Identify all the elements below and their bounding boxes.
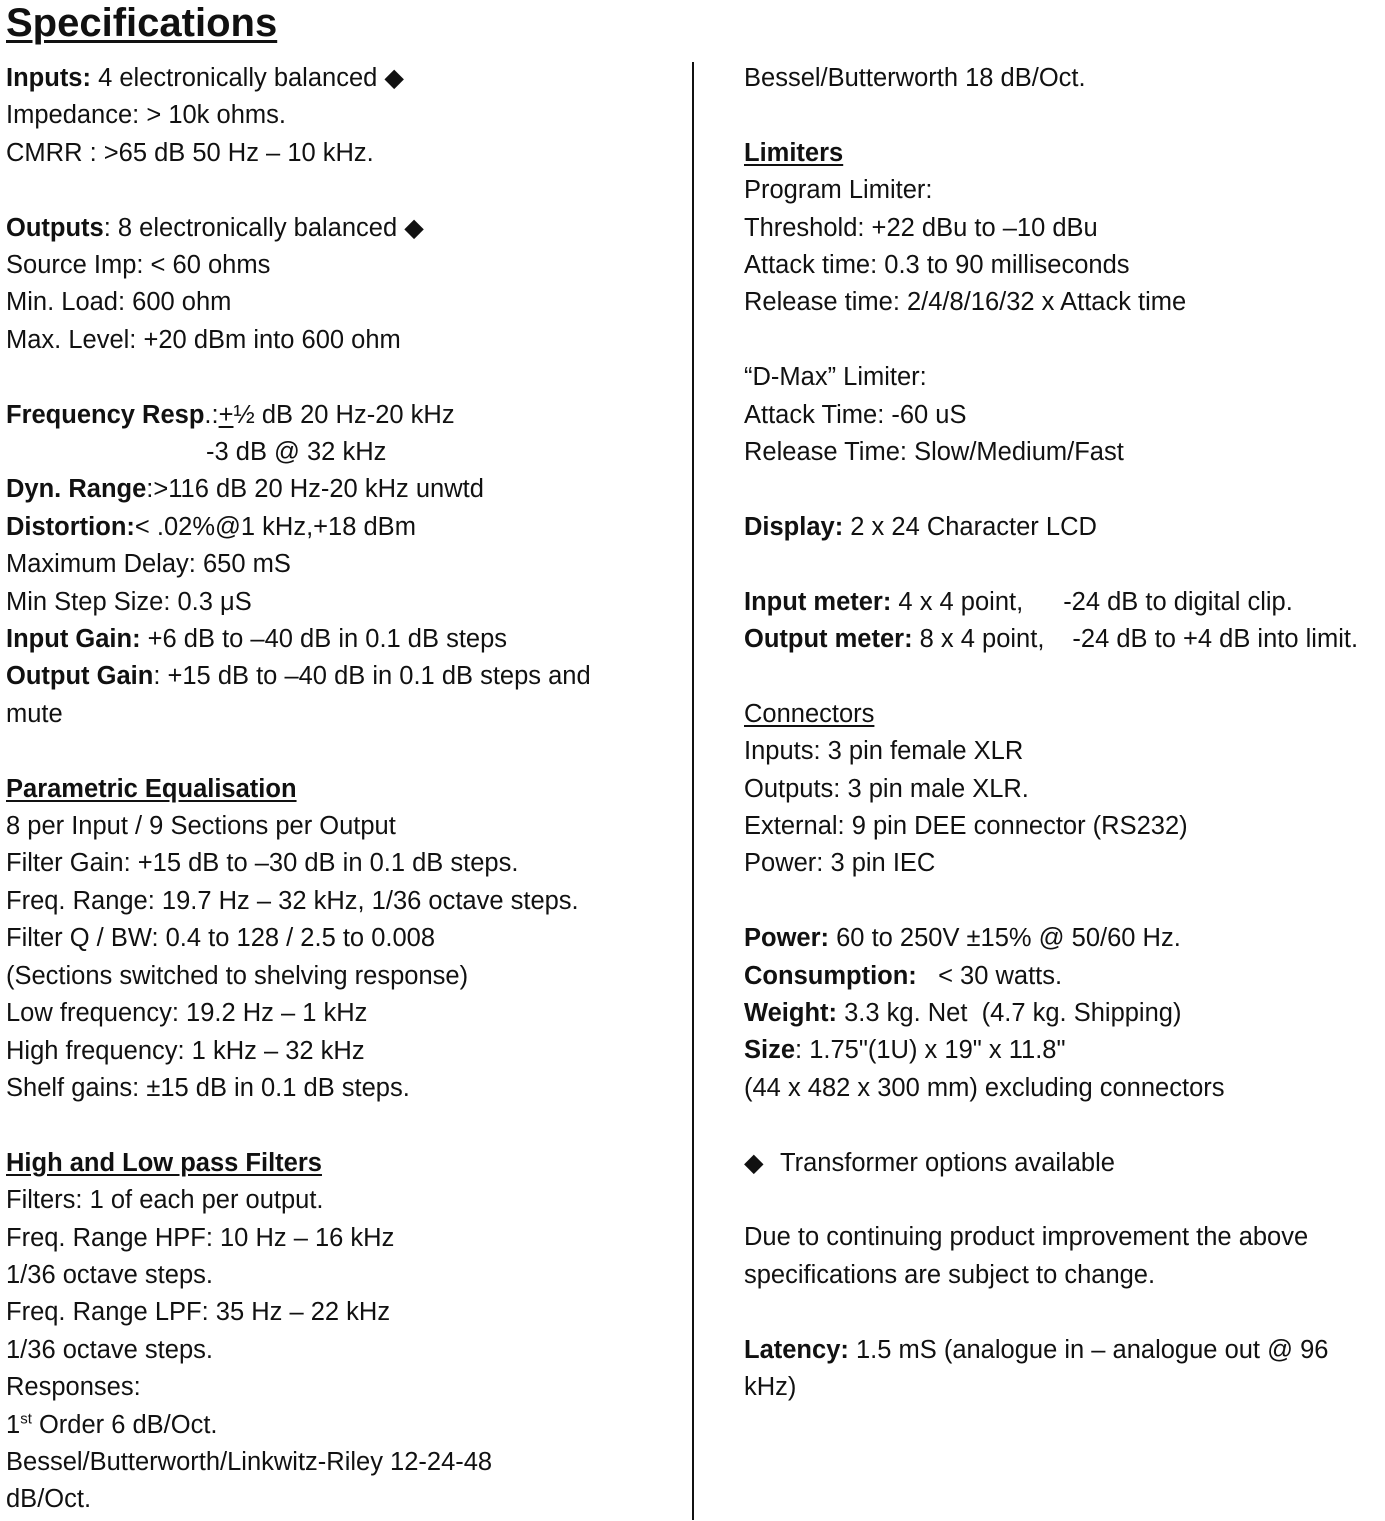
filter-bessel-blr: Bessel/Butterworth/Linkwitz-Riley 12-24-48 dB/Oct. xyxy=(6,1447,493,1514)
spec-size xyxy=(744,1032,1384,1069)
connector-line: Power: 3 pin IEC xyxy=(744,849,936,878)
connector-line: Outputs: 3 pin male XLR. xyxy=(744,774,1029,803)
spec-value: : 1.75"(1U) x 19" x 11.8" xyxy=(795,1036,1066,1065)
spec-value: ½ dB 20 Hz-20 kHz xyxy=(233,400,455,429)
spec-min-step: Min Step Size: 0.3 μS xyxy=(6,587,252,616)
spec-value: 8 x 4 point, xyxy=(912,625,1045,654)
spec-punct: .: xyxy=(204,400,219,429)
spec-label: Output meter: xyxy=(744,625,913,654)
peq-line: Freq. Range: 19.7 Hz – 32 kHz, 1/36 octave steps. xyxy=(6,886,579,915)
filter-line: Freq. Range LPF: 35 Hz – 22 kHz xyxy=(6,1298,391,1327)
spec-value: +6 dB to –40 dB in 0.1 dB steps xyxy=(140,625,508,654)
dmax-line: Attack Time: -60 uS xyxy=(744,400,967,429)
spec-value: < .02%@1 kHz,+18 dBm xyxy=(134,512,416,541)
section-heading-filters: High and Low pass Filters xyxy=(6,1148,322,1177)
spec-label: Input meter: xyxy=(744,587,892,616)
spec-label: Frequency Resp xyxy=(6,400,205,429)
section-heading-connectors: Connectors xyxy=(744,699,875,728)
spec-value: 60 to 250V ±15% @ 50/60 Hz. xyxy=(829,924,1181,953)
spec-inputs xyxy=(6,60,676,97)
spec-frequency-resp-2: -3 dB @ 32 kHz xyxy=(206,438,387,467)
spec-value-2: -24 dB to digital clip. xyxy=(1063,587,1293,616)
peq-line: Filter Q / BW: 0.4 to 128 / 2.5 to 0.008 xyxy=(6,924,436,953)
section-heading-peq: Parametric Equalisation xyxy=(6,774,297,803)
spec-label: Consumption: xyxy=(744,961,917,990)
filter-bessel-18: Bessel/Butterworth 18 dB/Oct. xyxy=(744,64,1086,92)
diamond-icon: ◆ xyxy=(744,1148,764,1177)
filter-line: Filters: 1 of each per output. xyxy=(6,1186,324,1215)
transformer-text: Transformer options available xyxy=(780,1148,1115,1177)
peq-line: High frequency: 1 kHz – 32 kHz xyxy=(6,1036,365,1065)
connector-line: External: 9 pin DEE connector (RS232) xyxy=(744,812,1188,841)
filter-line: 1/36 octave steps. xyxy=(6,1260,213,1289)
filter-line: Freq. Range HPF: 10 Hz – 16 kHz xyxy=(6,1223,395,1252)
plus-minus-sign: + xyxy=(218,400,234,429)
spec-label: Output Gain xyxy=(6,662,154,691)
peq-line: (Sections switched to shelving response) xyxy=(6,961,469,990)
limiter-line: Program Limiter: xyxy=(744,176,933,205)
spec-distortion xyxy=(6,509,676,546)
column-divider xyxy=(692,62,694,1520)
section-heading-limiters: Limiters xyxy=(744,138,844,167)
dmax-line: “D-Max” Limiter: xyxy=(744,363,927,392)
order-suffix: st xyxy=(20,1410,32,1428)
spec-label: Power: xyxy=(744,924,830,953)
spec-min-load: Min. Load: 600 ohm xyxy=(6,288,232,317)
peq-line: 8 per Input / 9 Sections per Output xyxy=(6,812,396,841)
peq-line: Filter Gain: +15 dB to –30 dB in 0.1 dB steps. xyxy=(6,849,519,878)
spec-value: : 8 electronically balanced ◆ xyxy=(103,213,424,242)
spec-outputs xyxy=(6,210,676,247)
disclaimer: Due to continuing product improvement the above specifications are subject to change. xyxy=(744,1223,1309,1289)
limiter-line: Release time: 2/4/8/16/32 x Attack time xyxy=(744,288,1187,317)
dmax-line: Release Time: Slow/Medium/Fast xyxy=(744,438,1124,467)
peq-line: Shelf gains: ±15 dB in 0.1 dB steps. xyxy=(6,1073,410,1102)
spec-value: 3.3 kg. Net (4.7 kg. Shipping) xyxy=(837,999,1182,1028)
spec-cmrr: CMRR : >65 dB 50 Hz – 10 kHz. xyxy=(6,138,374,167)
spec-label: Size xyxy=(744,1036,796,1065)
spec-label: Weight: xyxy=(744,999,838,1028)
spec-display xyxy=(744,509,1384,546)
right-column xyxy=(744,60,1384,1406)
connector-line: Inputs: 3 pin female XLR xyxy=(744,737,1024,766)
transformer-note xyxy=(744,1145,1384,1182)
spec-label: Input Gain: xyxy=(6,625,141,654)
order-text: Order 6 dB/Oct. xyxy=(31,1410,218,1439)
spec-max-level: Max. Level: +20 dBm into 600 ohm xyxy=(6,325,401,354)
spec-dyn-range xyxy=(6,471,676,508)
page-title: Specifications xyxy=(6,1,278,45)
limiter-line: Attack time: 0.3 to 90 milliseconds xyxy=(744,251,1130,280)
spec-source-imp: Source Imp: < 60 ohms xyxy=(6,251,271,280)
spec-weight xyxy=(744,995,1384,1032)
spec-value: 2 x 24 Character LCD xyxy=(843,512,1097,541)
spec-label: Distortion: xyxy=(6,512,135,541)
peq-line: Low frequency: 19.2 Hz – 1 kHz xyxy=(6,999,368,1028)
spec-value: 1.5 mS (analogue in – analogue out @ 96 kHz) xyxy=(744,1335,1329,1402)
order-number: 1 xyxy=(6,1410,21,1439)
spec-label: Display: xyxy=(744,512,844,541)
spec-label: Dyn. Range xyxy=(6,475,147,504)
filter-line: Responses: xyxy=(6,1373,141,1402)
spec-size-2: (44 x 482 x 300 mm) excluding connectors xyxy=(744,1073,1225,1102)
spec-power xyxy=(744,920,1384,957)
spec-value: :>116 dB 20 Hz-20 kHz unwtd xyxy=(146,475,484,504)
spec-max-delay: Maximum Delay: 650 mS xyxy=(6,550,291,579)
spec-impedance: Impedance: > 10k ohms. xyxy=(6,101,286,130)
spec-value: < 30 watts. xyxy=(916,961,1063,990)
spec-output-gain xyxy=(6,658,636,733)
spec-label: Inputs: xyxy=(6,64,91,92)
spec-latency xyxy=(744,1332,1374,1407)
spec-frequency-resp xyxy=(6,397,676,434)
filter-first-order xyxy=(6,1407,676,1444)
spec-label: Latency: xyxy=(744,1335,849,1364)
spec-value: 4 x 4 point, xyxy=(891,587,1024,616)
spec-value: : +15 dB to –40 dB in 0.1 dB steps and mute xyxy=(6,662,591,728)
spec-output-meter xyxy=(744,621,1364,658)
spec-input-gain xyxy=(6,621,676,658)
spec-input-meter xyxy=(744,584,1384,621)
spec-value-2: -24 dB to +4 dB into limit. xyxy=(1072,625,1359,654)
left-column xyxy=(6,60,676,1519)
spec-value: 4 electronically balanced ◆ xyxy=(90,64,405,92)
limiter-line: Threshold: +22 dBu to –10 dBu xyxy=(744,213,1098,242)
spec-label: Outputs xyxy=(6,213,104,242)
filter-line: 1/36 octave steps. xyxy=(6,1335,213,1364)
spec-consumption xyxy=(744,958,1384,995)
